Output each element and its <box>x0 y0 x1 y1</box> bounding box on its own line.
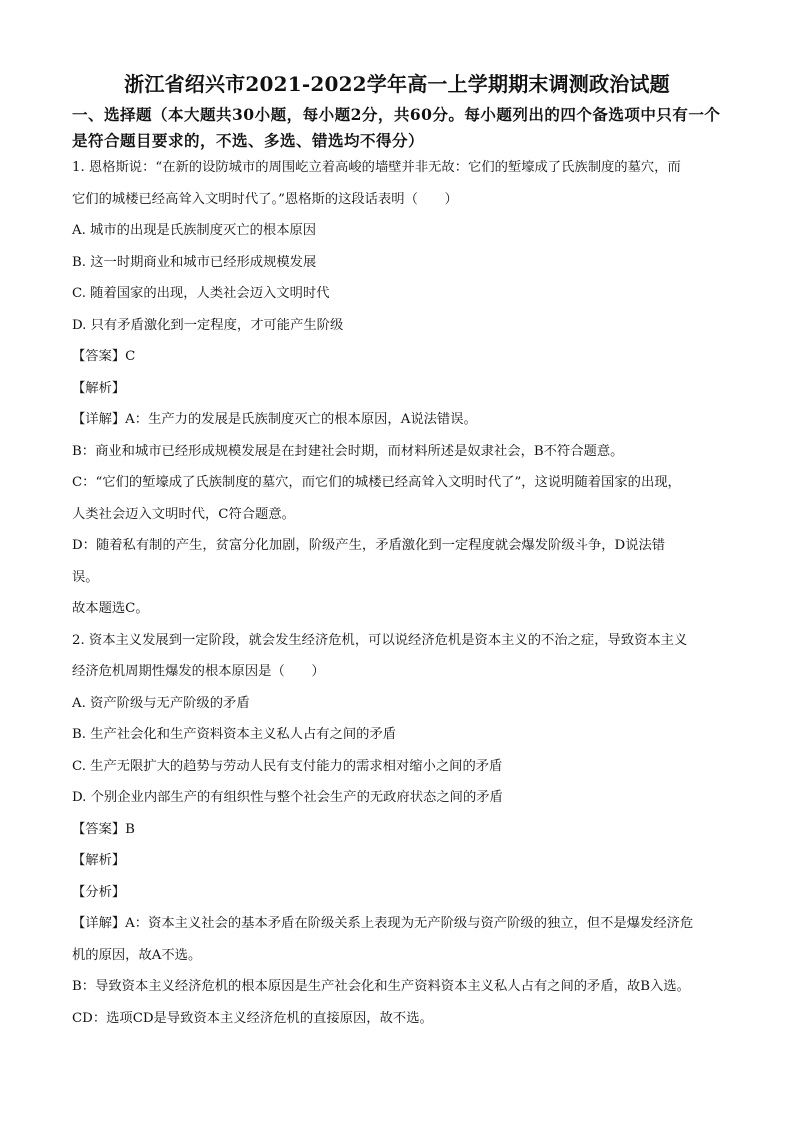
section-heading: 一、选择题（本大题共30小题，每小题2分，共60分。每小题列出的四个备选项中只有一个是符合题目要求的，不选、多选、错选均不得分） <box>72 105 721 150</box>
document-title: 浙江省绍兴市2021-2022学年高一上学期期末调测政治试题 <box>124 72 670 96</box>
q2-detail-a-line-1: 【详解】A：资本主义社会的基本矛盾在阶级关系上表现为无产阶级与资产阶级的独立，但不是爆发经济危 <box>72 916 694 931</box>
q2-analysis-label: 【解析】 <box>72 853 126 868</box>
q1-option-a: A. 城市的出现是氏族制度灭亡的根本原因 <box>72 223 317 238</box>
q1-detail-d-line-2: 误。 <box>72 569 99 585</box>
q1-detail-c-line-2: 人类社会迈入文明时代，C符合题意。 <box>72 506 295 522</box>
q2-option-a: A. 资产阶级与无产阶级的矛盾 <box>72 695 250 711</box>
q1-option-d: D. 只有矛盾激化到一定程度，才可能产生阶级 <box>72 317 344 333</box>
q1-detail-d-line-1: D：随着私有制的产生，贫富分化加剧，阶级产生，矛盾激化到一定程度就会爆发阶级斗争，D说法错 <box>72 538 666 553</box>
q1-detail-a: 【详解】A：生产力的发展是氏族制度灭亡的根本原因，A说法错误。 <box>72 412 477 427</box>
q2-stem-line-1: 2. 资本主义发展到一定阶段，就会发生经济危机，可以说经济危机是资本主义的不治之症，导致资本主义 <box>72 632 688 648</box>
q2-detail-cd: CD：选项CD是导致资本主义经济危机的直接原因，故不选。 <box>72 1010 433 1026</box>
document-body <box>72 152 722 1034</box>
q2-analysis-subheading: 【分析】 <box>72 884 126 900</box>
q1-answer: 【答案】C <box>72 349 136 364</box>
q2-option-d: D. 个别企业内部生产的有组织性与整个社会生产的无政府状态之间的矛盾 <box>72 790 503 805</box>
q2-answer: 【答案】B <box>72 821 135 837</box>
q2-detail-a-line-2: 机的原因，故A不选。 <box>72 947 202 963</box>
q1-conclusion: 故本题选C。 <box>72 601 149 616</box>
q2-option-b: B. 生产社会化和生产资料资本主义私人占有之间的矛盾 <box>72 727 397 742</box>
q1-detail-c-line-1: C：“它们的堑壕成了氏族制度的墓穴，而它们的城楼已经高耸入文明时代了”，这说明随着国家的出现， <box>72 475 681 490</box>
q2-option-c: C. 生产无限扩大的趋势与劳动人民有支付能力的需求相对缩小之间的矛盾 <box>72 758 503 774</box>
q1-detail-b: B：商业和城市已经形成规模发展是在封建社会时期，而材料所述是奴隶社会，B不符合题意。 <box>72 443 624 459</box>
q1-stem-line-2: 它们的城楼已经高耸入文明时代了。”恩格斯的这段话表明（ ） <box>72 191 458 207</box>
q2-detail-b: B：导致资本主义经济危机的根本原因是生产社会化和生产资料资本主义私人占有之间的矛盾，故B入选。 <box>72 979 690 994</box>
q1-stem-line-1: 1. 恩格斯说：“在新的设防城市的周围屹立着高峻的墙壁并非无故：它们的堑壕成了氏族制度的墓穴，而 <box>72 160 681 175</box>
q1-option-c: C. 随着国家的出现，人类社会迈入文明时代 <box>72 286 330 301</box>
q1-option-b: B. 这一时期商业和城市已经形成规模发展 <box>72 254 317 270</box>
q1-analysis-label: 【解析】 <box>72 380 126 396</box>
q2-stem-line-2: 经济危机周期性爆发的根本原因是（ ） <box>72 664 325 679</box>
